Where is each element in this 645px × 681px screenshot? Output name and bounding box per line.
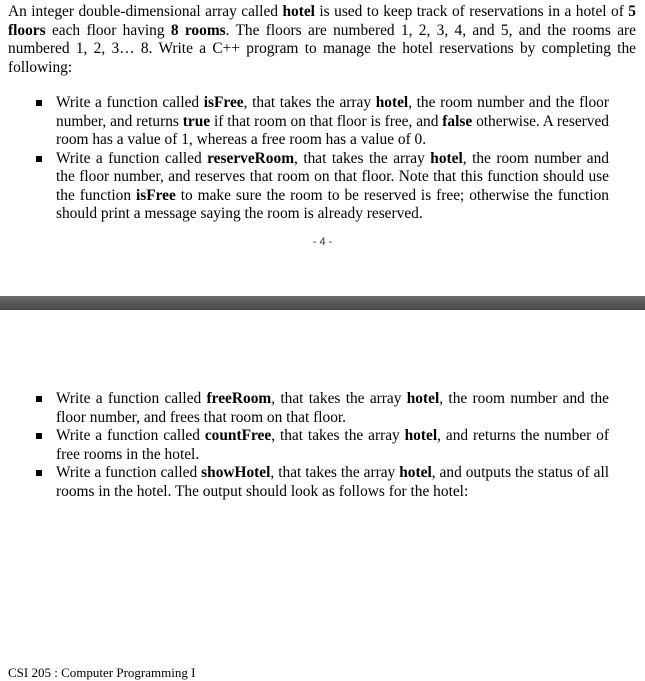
bold-term: hotel [404, 427, 438, 444]
bold-term: true [182, 112, 211, 130]
text-run: , and outputs the status of all rooms in the hotel. The output should look as follows for the hotel: [56, 464, 610, 500]
bold-term: hotel [430, 149, 463, 167]
requirements-list-page-4 [0, 94, 645, 224]
text-run: , the room number and the floor number, and reserves that room on that floor. Note that this function should use the function [56, 149, 609, 204]
requirements-list-page-5 [0, 390, 645, 501]
bullet-item [0, 464, 609, 501]
text-run: if that room on that floor is free, and [210, 112, 443, 130]
text-run: An integer double-dimensional array called [8, 3, 283, 20]
bullet-item [0, 390, 609, 427]
bullet-square-icon [36, 433, 42, 439]
text-run: otherwise. A reserved room has a value of 1, whereas a free room has a value of 0. [56, 112, 610, 148]
bold-term: hotel [375, 94, 409, 111]
intro-paragraph [8, 3, 636, 77]
bullet-item [0, 427, 609, 464]
bullet-square-icon [36, 470, 42, 476]
text-run: Write a function called [56, 427, 205, 444]
text-run: , the room number and the floor number, and returns [56, 94, 609, 130]
bold-term: isFree [135, 186, 176, 204]
bold-term: 5 floors [8, 3, 636, 39]
text-run: , that takes the array [294, 149, 431, 167]
bold-term: freeRoom [206, 390, 272, 407]
bullet-square-icon [36, 396, 42, 402]
bold-term: showHotel [201, 464, 271, 481]
running-header: CSI 205 : Computer Programming I [8, 665, 196, 680]
bold-term: isFree [203, 94, 244, 111]
text-run: Write a function called [56, 464, 202, 481]
page-5 [0, 310, 645, 680]
text-run: Write a function called [56, 94, 204, 111]
bold-term: countFree [204, 427, 272, 444]
text-run: , the room number and the floor number, and frees that room on that floor. [56, 390, 609, 426]
text-run: , that takes the array [243, 94, 376, 111]
bullet-square-icon [36, 100, 42, 106]
text-run: , that takes the array [271, 390, 407, 407]
bold-term: false [442, 112, 473, 130]
bold-term: 8 rooms [170, 21, 226, 39]
bold-term: reserveRoom [207, 149, 295, 167]
page-number: - 4 - [312, 236, 333, 248]
bullet-item [0, 150, 609, 224]
text-run: , that takes the array [271, 427, 405, 444]
bullet-item [0, 94, 609, 150]
text-run: , and returns the number of free rooms in the hotel. [56, 427, 610, 463]
text-run: . The floors are numbered 1, 2, 3, 4, and 5, and the rooms are numbered 1, 2, 3… 8. Write a C++ program to manage the hotel reservations by completing the following: [8, 21, 636, 76]
bold-term: hotel [399, 464, 432, 481]
text-run: is used to keep track of reservations in a hotel of [314, 3, 629, 20]
text-run: Write a function called [56, 390, 207, 407]
text-run: , that takes the array [270, 464, 400, 481]
page-divider [0, 296, 645, 310]
page-4 [0, 0, 645, 296]
bold-term: hotel [282, 3, 315, 20]
text-run: to make sure the room to be reserved is free; otherwise the function should print a message saying the room is already reserved. [56, 186, 609, 222]
text-run: each floor having [45, 21, 171, 39]
text-run: Write a function called [56, 149, 208, 167]
bold-term: hotel [406, 390, 440, 407]
bullet-square-icon [36, 156, 42, 162]
